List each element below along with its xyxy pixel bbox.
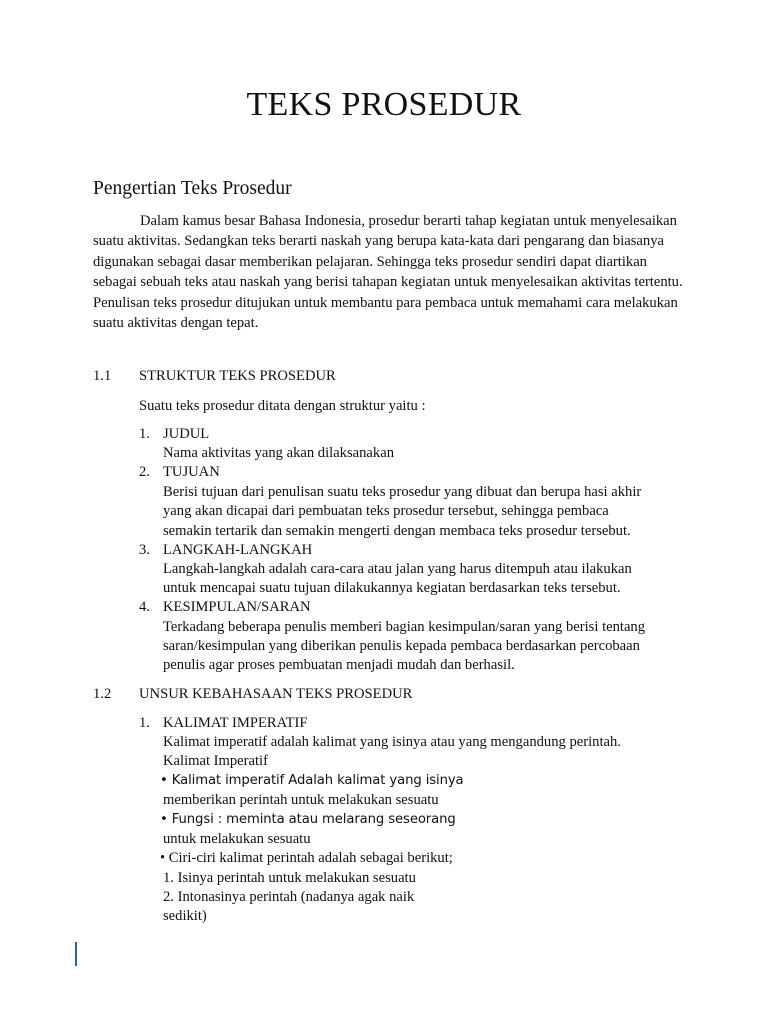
list-item-number: 3. (139, 542, 150, 558)
section-heading-pengertian: Pengertian Teks Prosedur (93, 178, 292, 199)
section-title-struktur: STRUKTUR TEKS PROSEDUR (139, 368, 336, 384)
page-title: TEKS PROSEDUR (246, 86, 522, 123)
bullet-line: • Fungsi : meminta atau melarang seseorang (160, 812, 456, 827)
section-number-1-2: 1.2 (93, 686, 112, 702)
list-item-heading-kesimpulan: KESIMPULAN/SARAN (163, 599, 311, 615)
list-item-text: memberikan perintah untuk melakukan sesuatu (163, 792, 439, 808)
list-item-number: 1. (139, 715, 150, 731)
list-item-text: penulis agar proses pembuatan menjadi mudah dan berhasil. (163, 657, 515, 673)
list-item-heading-tujuan: TUJUAN (163, 464, 220, 480)
list-item-text: Nama aktivitas yang akan dilaksanakan (163, 445, 394, 461)
list-item-text: 1. Isinya perintah untuk melakukan sesuatu (163, 870, 416, 886)
bullet-line: • Kalimat imperatif Adalah kalimat yang isinya (160, 773, 464, 788)
section-lead-text: Suatu teks prosedur ditata dengan struktur yaitu : (139, 398, 426, 414)
list-item-text: Kalimat imperatif adalah kalimat yang isinya atau yang mengandung perintah. (163, 734, 621, 750)
list-item-text: semakin tertarik dan semakin mengerti dengan membaca teks prosedur tersebut. (163, 523, 631, 539)
list-item-number: 1. (139, 426, 150, 442)
list-item-text: Terkadang beberapa penulis memberi bagian kesimpulan/saran yang berisi tentang (163, 619, 646, 635)
list-item-text: Kalimat Imperatif (163, 753, 268, 769)
bullet-line: • Ciri-ciri kalimat perintah adalah sebagai berikut; (160, 850, 453, 866)
list-item-heading-kalimat-imperatif: KALIMAT IMPERATIF (163, 715, 308, 731)
intro-paragraph: Dalam kamus besar Bahasa Indonesia, prosedur berarti tahap kegiatan untuk menyelesaikan suatu aktivitas. Sedangkan teks berarti naskah yang berupa kata-kata dari pengarang dan biasanya digunakan sebagai dasar memberikan pelajaran. Sehingga teks prosedur sendiri dapat diartikan sebagai sebuah teks atau naskah yang berisi tahapan kegiatan untuk menyelesaikan aktivitas tertentu. Penulisan teks prosedur ditujukan untuk membantu para pembaca untuk memahami cara melakukan suatu aktivitas dengan tepat. (93, 213, 683, 332)
list-item-text: yang akan dicapai dari pembuatan teks prosedur tersebut, sehingga pembaca (163, 503, 609, 519)
section-title-unsur: UNSUR KEBAHASAAN TEKS PROSEDUR (139, 686, 413, 702)
list-item-number: 2. (139, 464, 150, 480)
list-item-heading-judul: JUDUL (163, 426, 210, 442)
list-item-text: sedikit) (163, 908, 207, 924)
list-item-text: Langkah-langkah adalah cara-cara atau jalan yang harus ditempuh atau ilakukan (163, 561, 632, 577)
list-item-text: untuk mencapai suatu tujuan dilakukannya kegiatan berdasarkan teks tersebut. (163, 580, 621, 596)
list-item-text: untuk melakukan sesuatu (163, 831, 311, 847)
list-item-number: 4. (139, 599, 150, 615)
text-cursor (75, 942, 77, 966)
list-item-text: saran/kesimpulan yang diberikan penulis kepada pembaca berdasarkan percobaan (163, 638, 640, 654)
list-item-heading-langkah: LANGKAH-LANGKAH (163, 542, 313, 558)
section-number-1-1: 1.1 (93, 368, 112, 384)
list-item-text: 2. Intonasinya perintah (nadanya agak naik (163, 889, 415, 905)
list-item-text: Berisi tujuan dari penulisan suatu teks prosedur yang dibuat dan berupa hasi akhir (163, 484, 642, 500)
